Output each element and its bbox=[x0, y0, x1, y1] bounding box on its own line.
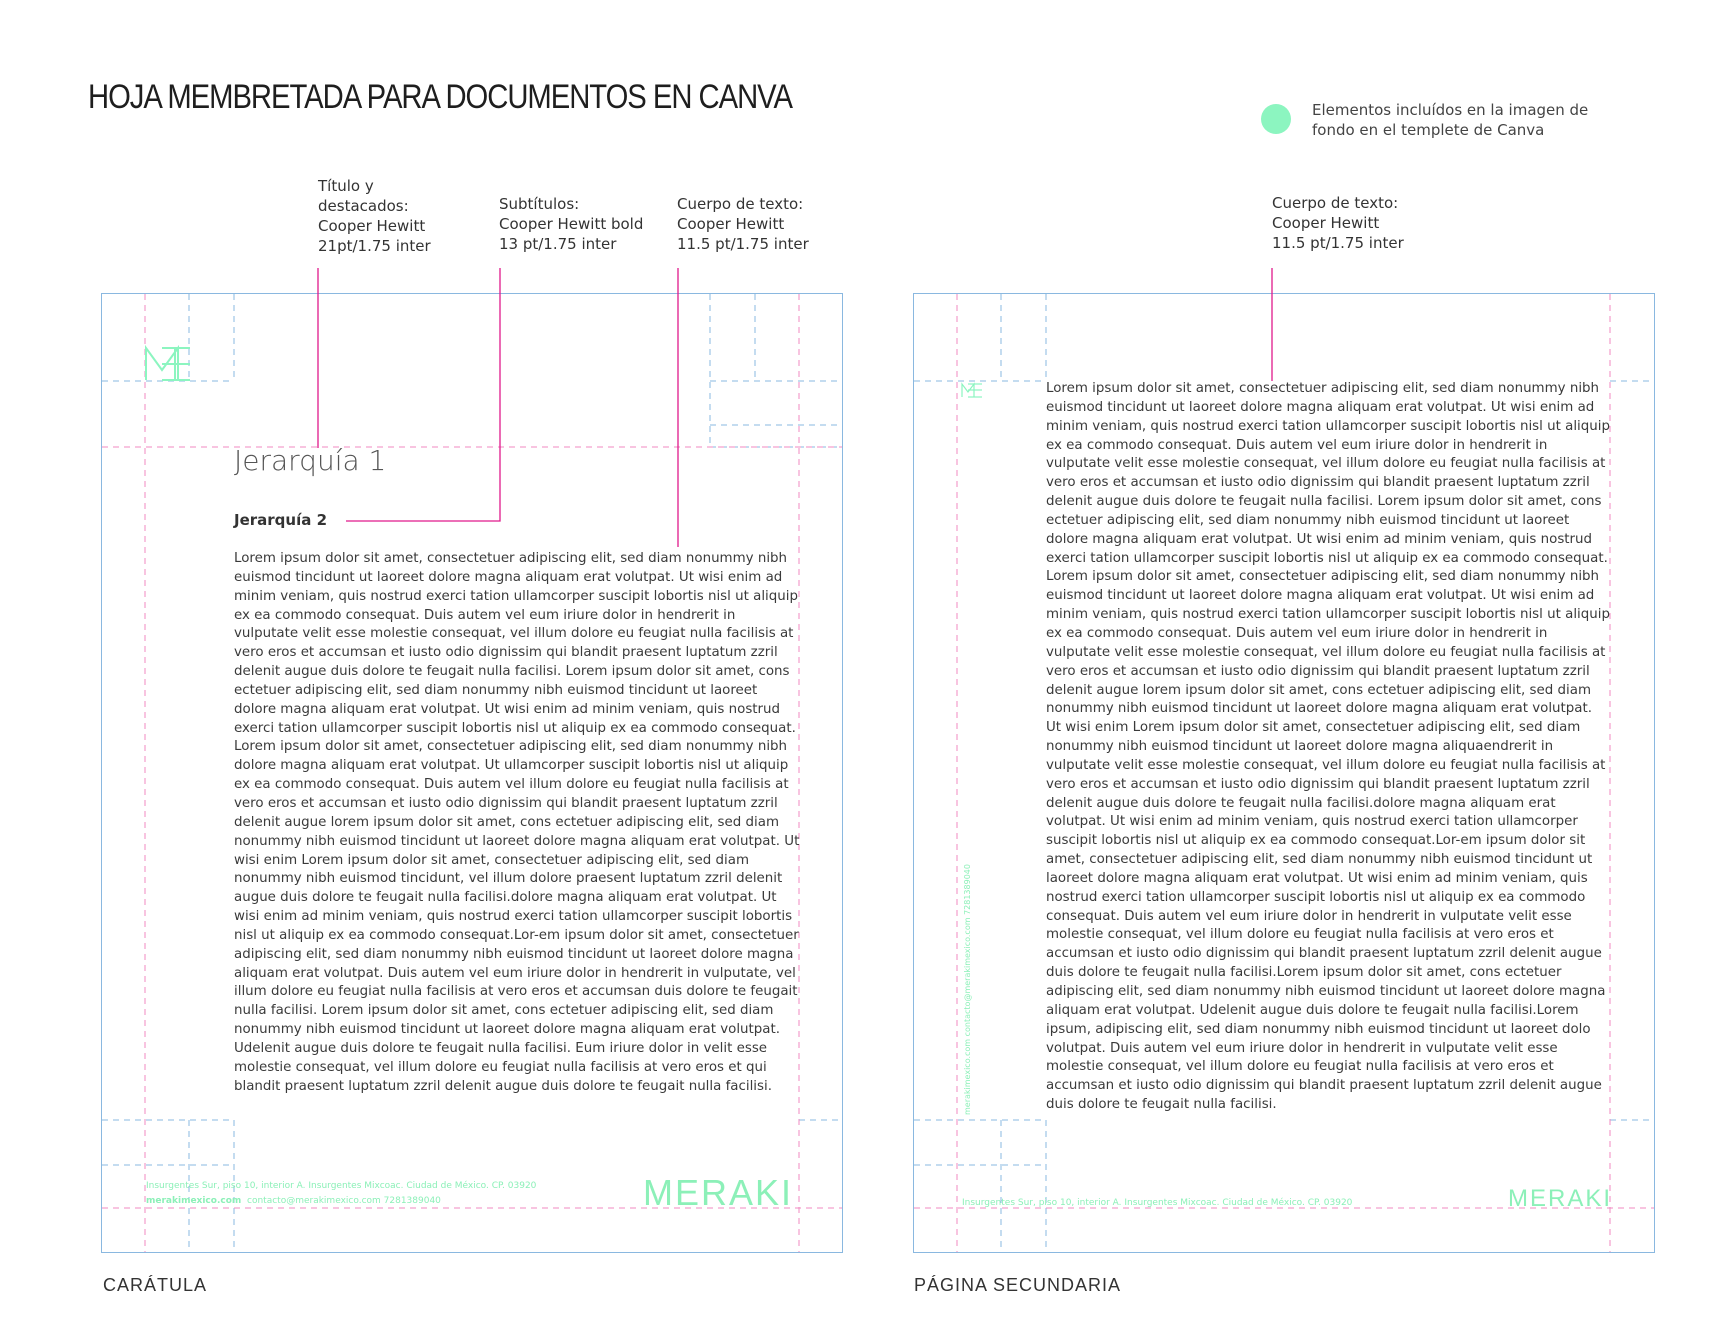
annotation-subtitles: Subtítulos: Cooper Hewitt bold 13 pt/1.75 inter bbox=[499, 195, 644, 253]
cover-caption: CARÁTULA bbox=[103, 1275, 208, 1295]
cover-footer-email: contacto@merakimexico.com 7281389040 bbox=[247, 1196, 441, 1206]
page-title: HOJA MEMBRETADA PARA DOCUMENTOS EN CANVA bbox=[88, 78, 792, 116]
meraki-logo-icon bbox=[146, 348, 190, 380]
cover-brand-wordmark: MERAKI bbox=[643, 1172, 794, 1213]
cover-footer-site: merakimexico.com bbox=[146, 1196, 242, 1206]
annotation-body-right: Cuerpo de texto: Cooper Hewitt 11.5 pt/1.75 inter bbox=[1272, 194, 1404, 252]
annotation-title: Título y destacados: Cooper Hewitt 21pt/1.75 inter bbox=[318, 177, 431, 255]
cover-body-text: Lorem ipsum dolor sit amet, consectetuer adipiscing elit, sed diam nonummy nibh euismod tincidunt ut laoreet dolore magna aliquam erat volutpat. Ut wisi enim ad minim veniam, quis nostrud exerci tation ullamcorper suscipit lobortis nisl ut aliquip ex ea commodo consequat. Duis autem vel eum iriure dolor in hendrerit in vulputate velit esse molestie consequat, vel illum dolore eu feugiat nulla facilisis at vero eros et accumsan et iusto odio dignissim qui blandit praesent luptatum zzril delenit augue duis dolore te feugait nulla facilisi. Lorem ipsum dolor sit amet, cons ectetuer adipiscing elit, sed diam nonummy nibh euismod tincidunt ut laoreet dolore magna aliquam erat volutpat. Ut wisi enim ad minim veniam, quis nostrud exerci tation ullamcorper suscipit lobortis nisl ut aliquip ex ea commodo consequat. Lorem ipsum dolor sit amet, consectetuer adipiscing elit, sed diam nonummy nibh dolore magna aliquam erat volutpat. Ut ullamcorper suscipit lobortis nisl ut aliquip ex ea commodo consequat. Duis autem vel illum dolore eu feugiat nulla facilisis at vero eros et accumsan et iusto odio dignissim qui blandit praesent luptatum zzril delenit augue lorem ipsum dolor sit amet, cons ectetuer adipiscing elit, sed diam nonummy nibh euismod tincidunt ut laoreet dolore magna aliquam erat volutpat. Ut wisi enim Lorem ipsum dolor sit amet, consectetuer adipiscing elit, sed diam nonummy nibh euismod tincidunt, vel illum dolore praesent luptatum zzril delenit augue duis dolore te feugait nulla facilisi.dolore magna aliquam erat volutpat. Ut wisi enim ad minim veniam, quis nostrud exerci tation ullamcorper suscipit lobortis nisl ut aliquip ex ea commodo consequat.Lor-em ipsum dolor sit amet, consectetuer adipiscing elit, sed diam nonummy nibh euismod tincidunt ut laoreet dolore magna aliquam erat volutpat. Duis autem vel eum iriure dolor in hendrerit in vulputate, vel illum dolore eu feugiat nulla facilisis at vero eros et accumsan duis dolore te feugait nulla facilisi. Lorem ipsum dolor sit amet, cons ectetuer adipiscing elit, sed diam nonummy nibh euismod tincidunt ut laoreet dolore magna aliquam erat volutpat. Udelenit augue duis dolore te feugait nulla facilisi. Eum iriure dolor in velit esse molestie consequat, vel illum dolore eu feugiat nulla facilisis at vero eros et qui blandit praesent luptatum zzril delenit augue duis dolore te feugait nulla facilisi. bbox=[234, 551, 800, 1094]
secondary-caption: PÁGINA SECUNDARIA bbox=[914, 1275, 1122, 1295]
legend-text: Elementos incluídos en la imagen de fondo en el templete de Canva bbox=[1312, 101, 1589, 139]
secondary-brand-wordmark: MERAKI bbox=[1508, 1185, 1613, 1212]
secondary-footer-address: Insurgentes Sur, piso 10, interior A. Insurgentes Mixcoac. Ciudad de México. CP. 03920 bbox=[962, 1198, 1353, 1208]
heading-1: Jerarquía 1 bbox=[234, 444, 387, 477]
secondary-body-text: Lorem ipsum dolor sit amet, consectetuer adipiscing elit, sed diam nonummy nibh euismod tincidunt ut laoreet dolore magna aliquam erat volutpat. Ut wisi enim ad minim veniam, quis nostrud exerci tation ullamcorper suscipit lobortis nisl ut aliquip ex ea commodo consequat. Duis autem vel eum iriure dolor in hendrerit in vulputate velit esse molestie consequat, vel illum dolore eu feugiat nulla facilisis at vero eros et accumsan et iusto odio dignissim qui blandit praesent luptatum zzril delenit augue duis dolore te feugait nulla facilisi. Lorem ipsum dolor sit amet, cons ectetuer adipiscing elit, sed diam nonummy nibh euismod tincidunt ut laoreet dolore magna aliquam erat volutpat. Ut wisi enim ad minim veniam, quis nostrud exerci tation ullamcorper suscipit lobortis nisl ut aliquip ex ea commodo consequat. Lorem ipsum dolor sit amet, consectetuer adipiscing elit, sed diam nonummy nibh euismod tincidunt ut laoreet dolore magna aliquam erat volutpat. Ut wisi enim ad minim veniam, quis nostrud exerci tation ullamcorper suscipit lobortis nisl ut aliquip ex ea commodo consequat. Duis autem vel eum iriure dolor in hendrerit in vulputate velit esse molestie consequat, vel illum dolore eu feugiat nulla facilisis at vero eros et accumsan et iusto odio dignissim qui blandit praesent luptatum zzril delenit augue lorem ipsum dolor sit amet, cons ectetuer adipiscing elit, sed diam nonummy nibh euismod tincidunt ut laoreet dolore magna aliquam erat volutpat. Ut wisi enim Lorem ipsum dolor sit amet, consectetuer adipiscing elit, sed diam nonummy nibh euismod tincidunt ut laoreet dolore magna aliquaendrerit in vulputate velit esse molestie consequat, vel illum dolore eu feugiat nulla facilisis at vero eros et accumsan et iusto odio dignissim qui blandit praesent luptatum zzril delenit augue duis dolore te feugait nulla facilisi.dolore magna aliquam erat volutpat. Ut wisi enim ad minim veniam, quis nostrud exerci tation ullamcorper suscipit lobortis nisl ut aliquip ex ea commodo consequat.Lor-em ipsum dolor sit amet, consectetuer adipiscing elit, sed diam nonummy nibh euismod tincidunt ut laoreet dolore magna aliquam erat volutpat. Ut wisi enim ad minim veniam, quis nostrud exerci tation ullamcorper suscipit lobortis nisl ut aliquip ex ea commodo consequat. Duis autem vel eum iriure dolor in hendrerit in vulputate velit esse molestie consequat, vel illum dolore eu feugiat nulla facilisis at vero eros et accumsan et iusto odio dignissim qui blandit praesent luptatum zzril delenit augue duis dolore te feugait nulla facilisi.Lorem ipsum dolor sit amet, cons ectetuer adipiscing elit, sed diam nonummy nibh euismod tincidunt ut laoreet dolore magna aliquam erat volutpat. Udelenit augue duis dolore te feugait nulla facilisi.Lorem ipsum, adipiscing elit, sed diam nonummy nibh euismod tincidunt ut laoreet dolo volutpat. Duis autem vel eum iriure dolor in hendrerit in vulputate velit esse molestie consequat, vel illum dolore eu feugiat nulla facilisis at vero eros et accumsan et iusto odio dignissim qui blandit praesent luptatum zzril delenit augue duis dolore te feugait nulla facilisi. bbox=[1046, 381, 1610, 1113]
annotation-body-left: Cuerpo de texto: Cooper Hewitt 11.5 pt/1.75 inter bbox=[677, 195, 809, 253]
meraki-small-logo-icon bbox=[962, 384, 982, 397]
cover-footer-contact bbox=[146, 1196, 441, 1206]
cover-footer-address: Insurgentes Sur, piso 10, interior A. Insurgentes Mixcoac. Ciudad de México. CP. 03920 bbox=[146, 1181, 537, 1191]
secondary-side-contact: merakimexico.com contacto@merakimexico.com 7281389040 bbox=[963, 864, 972, 1115]
heading-2: Jerarquía 2 bbox=[234, 511, 328, 529]
